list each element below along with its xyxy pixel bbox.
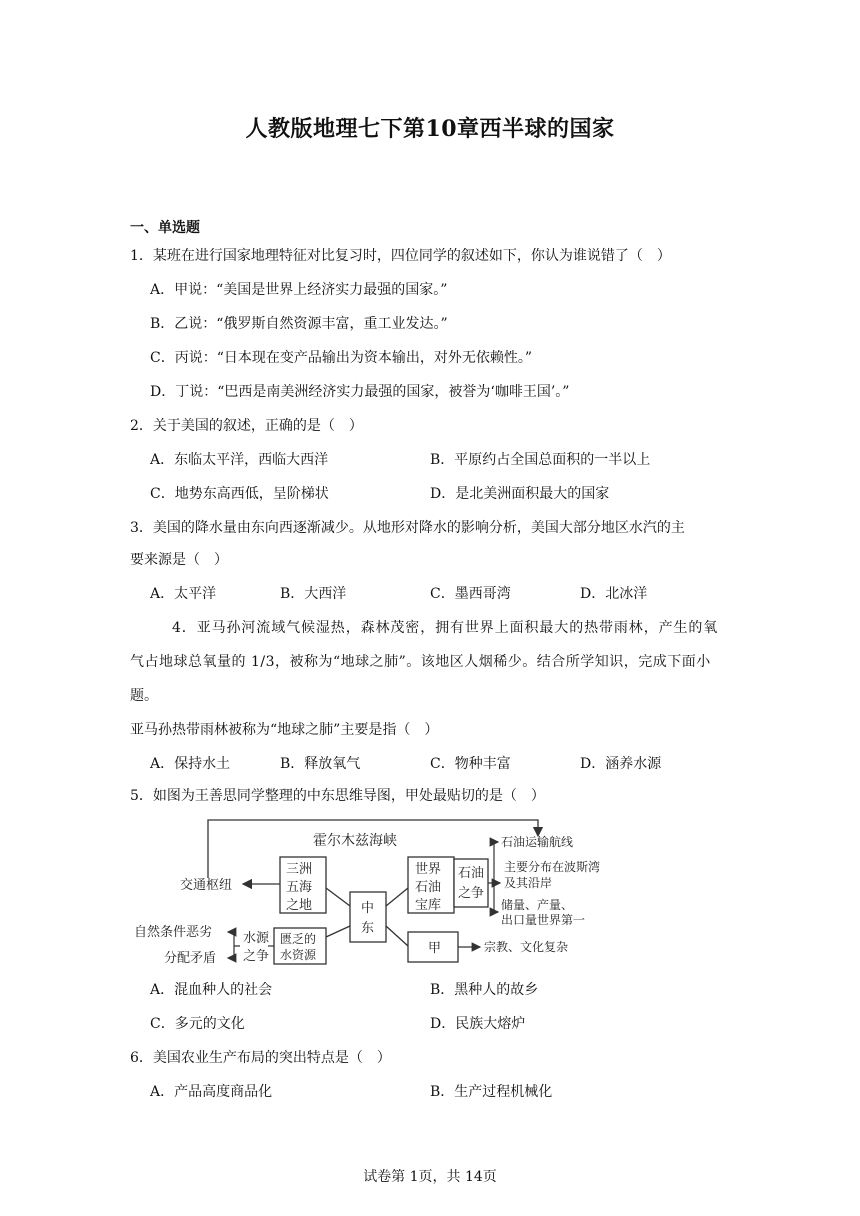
svg-text:之争: 之争	[243, 949, 270, 964]
svg-text:之争: 之争	[458, 886, 485, 901]
q1-option-b: B．乙说：“俄罗斯自然资源丰富，重工业发达。”	[150, 316, 448, 332]
q5-option-d: D．民族大熔炉	[430, 1016, 526, 1032]
q3-option-c: C．墨西哥湾	[430, 586, 511, 602]
q3-option-b: B．大西洋	[280, 586, 347, 602]
religion-label: 宗教、文化复杂	[484, 940, 569, 954]
q5-option-b: B．黑种人的故乡	[430, 982, 539, 998]
q4-option-a: A．保持水土	[150, 756, 231, 772]
svg-text:出口量世界第一: 出口量世界第一	[501, 913, 586, 927]
q1-stem: 1．某班在进行国家地理特征对比复习时，四位同学的叙述如下，你认为谁说错了（ ）	[130, 248, 671, 264]
oil-route-label: 石油运输航线	[501, 835, 574, 849]
q4-stem: 亚马孙热带雨林被称为“地球之肺”主要是指（ ）	[130, 722, 439, 738]
page-title: 人教版地理七下第10章西半球的国家	[245, 116, 615, 142]
q4-option-c: C．物种丰富	[430, 756, 511, 772]
svg-text:世界: 世界	[415, 862, 442, 877]
q3-option-d: D．北冰洋	[580, 586, 648, 602]
q3-stem-line2: 要来源是（ ）	[130, 552, 228, 568]
distribution-label: 分配矛盾	[164, 951, 217, 966]
svg-text:石油: 石油	[458, 866, 485, 881]
nature-label: 自然条件恶劣	[134, 925, 213, 940]
hub-label: 交通枢纽	[180, 878, 233, 893]
q2-option-b: B．平原约占全国总面积的一半以上	[430, 452, 651, 468]
q1-option-a: A．甲说：“美国是世界上经济实力最强的国家。”	[150, 282, 448, 298]
section-heading: 一、单选题	[130, 220, 200, 236]
svg-text:五海: 五海	[286, 880, 313, 895]
q4-passage-line1: 4．亚马孙河流域气候湿热，森林茂密，拥有世界上面积最大的热带雨林，产生的氧	[172, 620, 719, 636]
q5-option-a: A．混血种人的社会	[150, 982, 273, 998]
q1-option-c: C．丙说：“日本现在变产品输出为资本输出，对外无依赖性。”	[150, 350, 533, 366]
q3-option-a: A．太平洋	[150, 586, 217, 602]
q6-stem: 6．美国农业生产布局的突出特点是（ ）	[130, 1050, 391, 1066]
svg-text:水源: 水源	[243, 931, 270, 946]
svg-text:宝库: 宝库	[415, 898, 442, 913]
q2-option-d: D．是北美洲面积最大的国家	[430, 486, 610, 502]
svg-text:水资源: 水资源	[280, 948, 317, 962]
svg-text:东: 东	[361, 921, 375, 936]
svg-text:石油: 石油	[415, 880, 442, 895]
q1-option-d: D．丁说：“巴西是南美洲经济实力最强的国家，被誉为‘咖啡王国’。”	[150, 384, 570, 400]
svg-text:中: 中	[361, 901, 375, 916]
middle-east-mindmap	[128, 812, 608, 972]
q4-passage-line3: 题。	[130, 688, 158, 704]
q4-option-b: B．释放氧气	[280, 756, 361, 772]
q6-option-b: B．生产过程机械化	[430, 1084, 553, 1100]
svg-text:之地: 之地	[286, 898, 313, 913]
svg-text:及其沿岸: 及其沿岸	[504, 876, 553, 890]
q4-passage-line2: 气占地球总氧量的 1/3，被称为“地球之肺”。该地区人烟稀少。结合所学知识，完成下面小	[130, 654, 711, 670]
strait-label: 霍尔木兹海峡	[313, 833, 397, 849]
q2-option-c: C．地势东高西低，呈阶梯状	[150, 486, 329, 502]
q3-stem-line1: 3．美国的降水量由东向西逐渐减少。从地形对降水的影响分析，美国大部分地区水汽的主	[130, 520, 685, 536]
svg-text:三洲: 三洲	[286, 862, 313, 877]
q5-stem: 5．如图为王善思同学整理的中东思维导图，甲处最贴切的是（ ）	[130, 788, 545, 804]
q2-option-a: A．东临太平洋，西临大西洋	[150, 452, 329, 468]
q6-option-a: A．产品高度商品化	[150, 1084, 273, 1100]
svg-text:甲: 甲	[428, 941, 442, 956]
q5-option-c: C．多元的文化	[150, 1016, 245, 1032]
svg-text:储量、产量、: 储量、产量、	[501, 898, 574, 912]
svg-text:主要分布在波斯湾: 主要分布在波斯湾	[504, 860, 601, 874]
svg-text:匮乏的: 匮乏的	[280, 932, 317, 946]
q4-option-d: D．涵养水源	[580, 756, 662, 772]
q2-stem: 2．关于美国的叙述，正确的是（ ）	[130, 418, 363, 434]
page-footer: 试卷第 1页，共 14页	[363, 1169, 497, 1185]
